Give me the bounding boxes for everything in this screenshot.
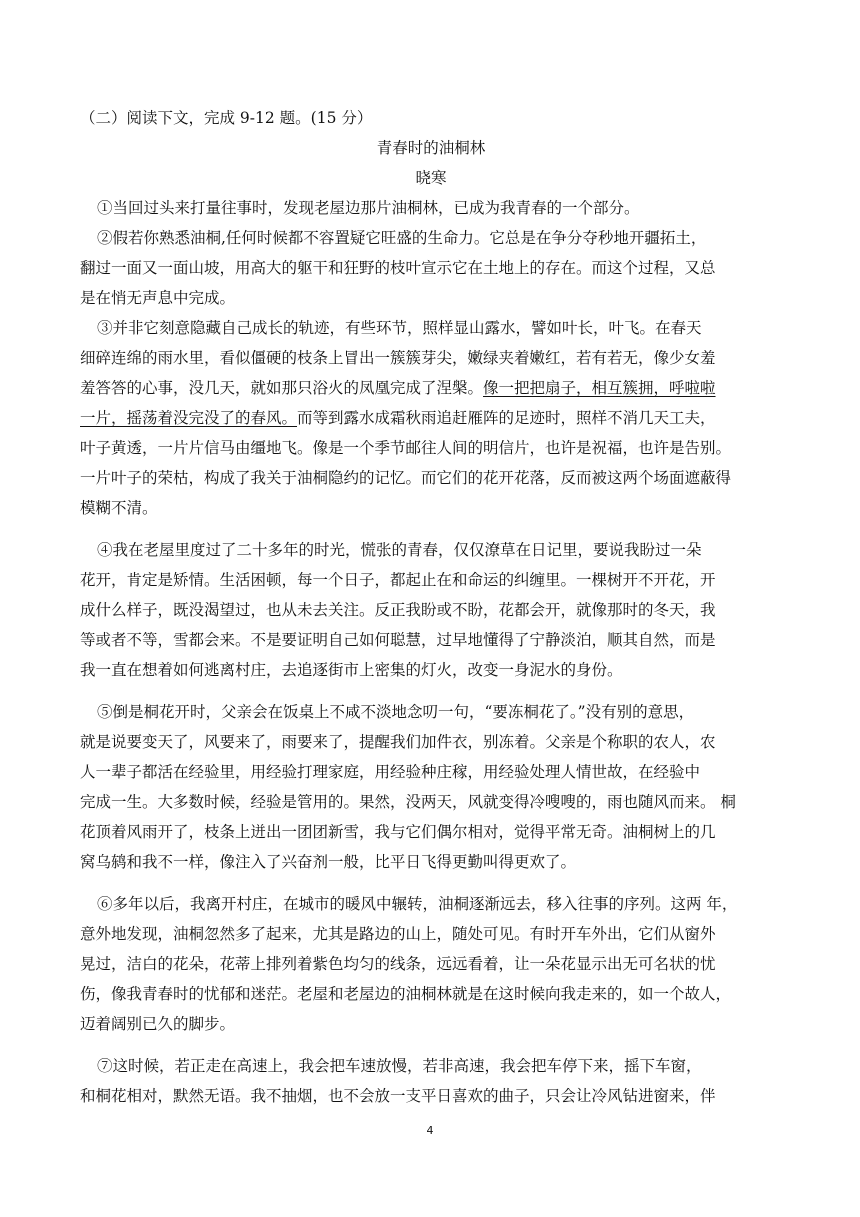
underlined-sentence-part-1: 像一把把扇子，相互簇拥，呼啦啦	[483, 379, 716, 397]
paragraph-5-line-5: 花顶着风雨开了，枝条上迸出一团团新雪，我与它们偶尔相对，觉得平常无奇。油桐树上的几	[80, 823, 716, 841]
paragraph-3-line-7: 模糊不清。	[80, 499, 158, 517]
paragraph-2-line-3: 是在悄无声息中完成。	[80, 289, 236, 307]
article-title: 青春时的油桐林	[376, 139, 486, 157]
paragraph-7-line-1: ⑦这时候，若正走在高速上，我会把车速放慢，若非高速，我会把车停下来，摇下车窗，	[97, 1057, 702, 1075]
paragraph-6-line-3: 晃过，洁白的花朵，花蒂上排列着紫色均匀的线条，远远看着，让一朵花显示出无可名状的忧	[80, 955, 716, 973]
paragraph-6-line-2: 意外地发现，油桐忽然多了起来，尤其是路边的山上，随处可见。有时开车外出，它们从窗外	[80, 925, 716, 943]
paragraph-1-line-1: ①当回过头来打量往事时，发现老屋边那片油桐林，已成为我青春的一个部分。	[97, 199, 640, 217]
paragraph-3-line-3	[80, 374, 716, 402]
paragraph-3-line-2: 细碎连绵的雨水里，看似僵硬的枝条上冒出一簇簇芽尖，嫩绿夹着嫩红，若有若无，像少女羞	[80, 349, 716, 367]
article-author: 晓寒	[415, 169, 447, 187]
paragraph-5-line-1: ⑤倒是桐花开时，父亲会在饭桌上不咸不淡地念叨一句，“要冻桐花了。”没有别的意思，	[97, 703, 695, 721]
paragraph-7-line-2: 和桐花相对，默然无语。我不抽烟，也不会放一支平日喜欢的曲子，只会让冷风钻进窗来，伴	[80, 1087, 716, 1105]
paragraph-4-line-3: 成什么样子，既没渴望过，也从未去关注。反正我盼或不盼，花都会开，就像那时的冬天，我	[80, 601, 716, 619]
paragraph-4-line-4: 等或者不等，雪都会来。不是要证明自己如何聪慧，过早地懂得了宁静淡泊，顺其自然，而是	[80, 631, 716, 649]
paragraph-5-line-4: 完成一生。大多数时候，经验是管用的。果然，没两天，风就变得冷嗖嗖的，雨也随风而来。 桐	[80, 793, 736, 811]
paragraph-3-line-6: 一片叶子的荣枯，构成了我关于油桐隐约的记忆。而它们的花开花落，反而被这两个场面遮蔽得	[80, 469, 732, 487]
paragraph-4-line-1: ④我在老屋里度过了二十多年的时光，慌张的青春，仅仅潦草在日记里，要说我盼过一朵	[97, 541, 702, 559]
paragraph-3-line-4-text: 而等到露水成霜秋雨追赶雁阵的足迹时，照样不消几天工夫，	[297, 409, 716, 427]
section-header: （二）阅读下文，完成 9-12 题。(15 分）	[80, 109, 373, 127]
paragraph-5-line-3: 人一辈子都活在经验里，用经验打理家庭，用经验种庄稼，用经验处理人情世故，在经验中	[80, 763, 701, 781]
paragraph-3-line-5: 叶子黄透，一片片信马由缰地飞。像是一个季节邮往人间的明信片，也许是祝福，也许是告别。	[80, 439, 732, 457]
paragraph-6-line-5: 迈着阔别已久的脚步。	[80, 1015, 236, 1033]
paragraph-5-line-2: 就是说要变天了，风要来了，雨要来了，提醒我们加件衣，别冻着。父亲是个称职的农人，农	[80, 733, 716, 751]
paragraph-3-line-1: ③并非它刻意隐藏自己成长的轨迹，有些环节，照样显山露水，譬如叶长，叶飞。在春天	[97, 319, 702, 337]
paragraph-2-line-1: ②假若你熟悉油桐,任何时候都不容置疑它旺盛的生命力。它总是在争分夺秒地开疆拓土，	[97, 229, 707, 247]
paragraph-5-line-6: 窝乌鸫和我不一样，像注入了兴奋剂一般，比平日飞得更勤叫得更欢了。	[80, 853, 577, 871]
paragraph-6-line-1: ⑥多年以后，我离开村庄，在城市的暖风中辗转，油桐逐渐远去，移入往事的序列。这两 年，	[97, 895, 738, 913]
paragraph-4-line-2: 花开，肯定是矫情。生活困顿，每一个日子，都起止在和命运的纠缠里。一棵树开不开花，开	[80, 571, 716, 589]
underlined-sentence-part-2: 一片，摇荡着没完没了的春风。	[80, 409, 298, 427]
paragraph-4-line-5: 我一直在想着如何逃离村庄，去追逐街市上密集的灯火，改变一身泥水的身份。	[80, 661, 623, 679]
paragraph-6-line-4: 伤，像我青春时的忧郁和迷茫。老屋和老屋边的油桐林就是在这时候向我走来的，如一个故人，	[80, 985, 732, 1003]
paragraph-3-line-4	[80, 404, 716, 432]
paragraph-2-line-2: 翻过一面又一面山坡，用高大的躯干和狂野的枝叶宣示它在土地上的存在。而这个过程，又总	[80, 259, 716, 277]
page-number: 4	[426, 1124, 434, 1137]
paragraph-3-line-3-text: 羞答答的心事，没几天，就如那只浴火的凤凰完成了涅槃。	[80, 379, 484, 397]
